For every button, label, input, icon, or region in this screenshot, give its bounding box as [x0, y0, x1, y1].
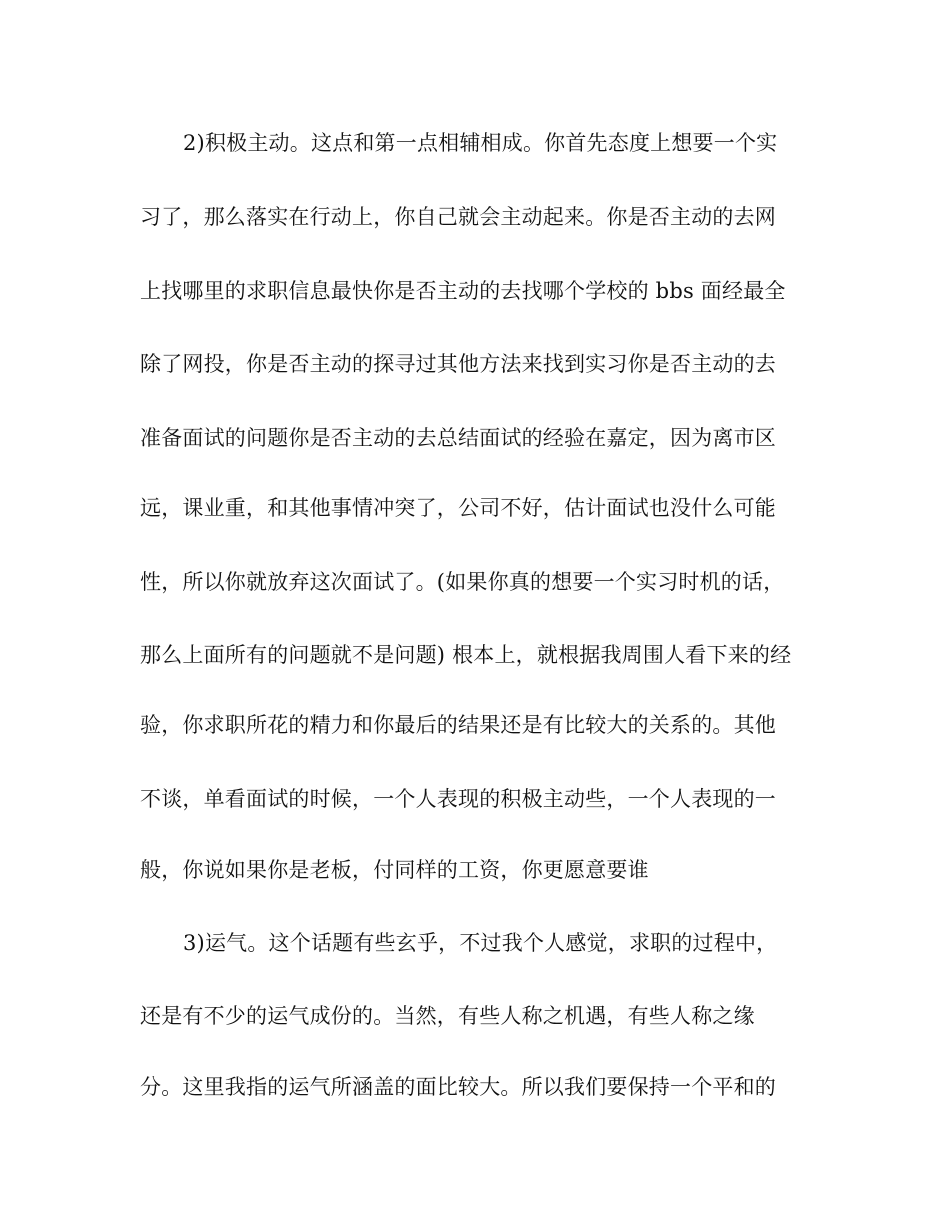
paragraph-line: 分。这里我指的运气所涵盖的面比较大。所以我们要保持一个平和的 [140, 1075, 776, 1099]
paragraph-line: 不谈，单看面试的时候，一个人表现的积极主动些，一个人表现的一 [140, 787, 776, 811]
paragraph-line: 般，你说如果你是老板，付同样的工资，你更愿意要谁 [140, 858, 649, 882]
paragraph-line: 3)运气。这个话题有些玄乎，不过我个人感觉，求职的过程中， [183, 931, 778, 955]
paragraph-line: 2)积极主动。这点和第一点相辅相成。你首先态度上想要一个实 [183, 131, 778, 155]
paragraph-line: 性，所以你就放弃这次面试了。(如果你真的想要一个实习时机的话， [140, 570, 785, 594]
paragraph-line: 除了网投，你是否主动的探寻过其他方法来找到实习你是否主动的去 [140, 352, 776, 376]
paragraph-line: 验，你求职所花的精力和你最后的结果还是有比较大的关系的。其他 [140, 713, 776, 737]
paragraph-line: 还是有不少的运气成份的。当然，有些人称之机遇，有些人称之缘 [140, 1004, 755, 1028]
paragraph-line: 上找哪里的求职信息最快你是否主动的去找哪个学校的 bbs 面经最全 [140, 279, 786, 303]
paragraph-line: 那么上面所有的问题就不是问题) 根本上，就根据我周围人看下来的经 [140, 643, 792, 667]
paragraph-line: 准备面试的问题你是否主动的去总结面试的经验在嘉定，因为离市区 [140, 426, 776, 450]
paragraph-line: 习了，那么落实在行动上，你自己就会主动起来。你是否主动的去网 [140, 205, 776, 229]
paragraph-line: 远，课业重，和其他事情冲突了，公司不好，估计面试也没什么可能 [140, 496, 776, 520]
